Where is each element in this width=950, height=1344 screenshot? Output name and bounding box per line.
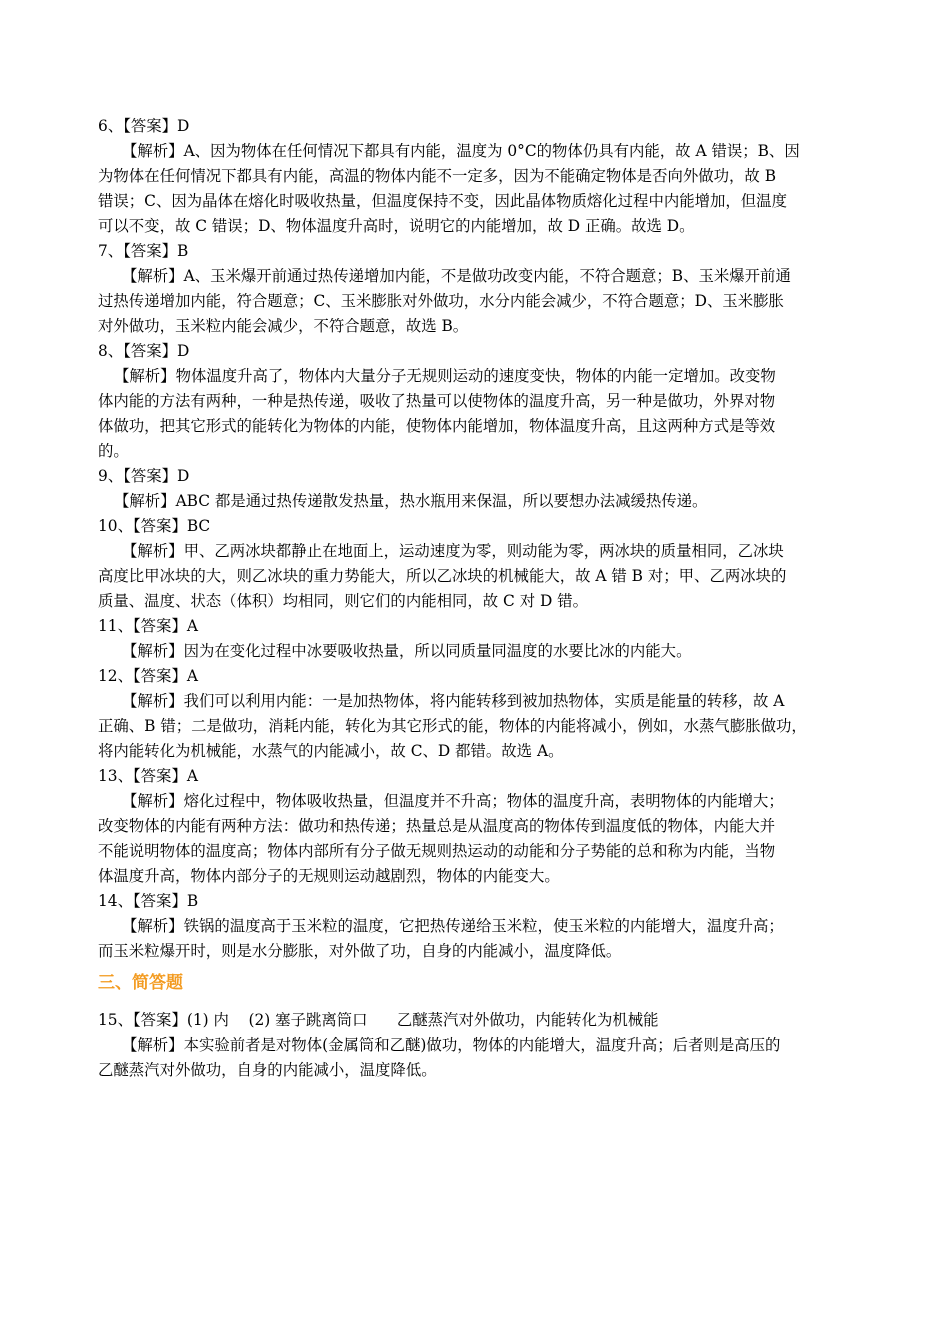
analysis-line: 【解析】物体温度升高了，物体内大量分子无规则运动的速度变快，物体的内能一定增加。改变物 xyxy=(114,367,776,385)
answer-line: 11、【答案】A xyxy=(98,617,198,635)
document-content xyxy=(98,114,858,1083)
analysis-line: 【解析】铁锅的温度高于玉米粒的温度，它把热传递给玉米粒，使玉米粒的内能增大，温度升高； xyxy=(122,917,784,935)
answer-line: 15、【答案】(1) 内 (2) 塞子跳离筒口 乙醚蒸汽对外做功，内能转化为机械能 xyxy=(98,1011,659,1029)
analysis-line: 对外做功，玉米粒内能会减少，不符合题意，故选 B。 xyxy=(98,317,469,335)
analysis-line: 体做功，把其它形式的能转化为物体的内能，使物体内能增加，物体温度升高，且这两种方式是等效 xyxy=(98,417,776,435)
answer-item-9 xyxy=(98,464,858,514)
answer-line: 12、【答案】A xyxy=(98,667,198,685)
analysis-line: 【解析】我们可以利用内能：一是加热物体，将内能转移到被加热物体，实质是能量的转移，故 A xyxy=(122,692,785,710)
answer-line: 13、【答案】A xyxy=(98,767,198,785)
analysis-line: 【解析】因为在变化过程中冰要吸收热量，所以同质量同温度的水要比冰的内能大。 xyxy=(122,642,692,660)
answer-item-13 xyxy=(98,764,858,889)
answer-line: 7、【答案】B xyxy=(98,242,189,260)
analysis-line: 正确、B 错；二是做功，消耗内能，转化为其它形式的能，物体的内能将减小，例如，水蒸气膨胀做功， xyxy=(98,717,807,735)
analysis-line: 体温度升高，物体内部分子的无规则运动越剧烈，物体的内能变大。 xyxy=(98,867,560,885)
analysis-line: 【解析】熔化过程中，物体吸收热量，但温度并不升高；物体的温度升高，表明物体的内能增大； xyxy=(122,792,784,810)
answer-item-11 xyxy=(98,614,858,664)
analysis-line: 而玉米粒爆开时，则是水分膨胀，对外做了功，自身的内能减小，温度降低。 xyxy=(98,942,622,960)
answer-item-7 xyxy=(98,239,858,339)
analysis-line: 【解析】ABC 都是通过热传递散发热量，热水瓶用来保温，所以要想办法减缓热传递。 xyxy=(114,492,708,510)
analysis-line: 的。 xyxy=(98,442,129,460)
answer-line: 10、【答案】BC xyxy=(98,517,211,535)
analysis-line: 【解析】A、玉米爆开前通过热传递增加内能，不是做功改变内能，不符合题意；B、玉米爆开前通 xyxy=(122,267,791,285)
analysis-line: 质量、温度、状态（体积）均相同，则它们的内能相同，故 C 对 D 错。 xyxy=(98,592,589,610)
answer-item-6 xyxy=(98,114,858,239)
analysis-line: 【解析】本实验前者是对物体(金属筒和乙醚)做功，物体的内能增大，温度升高；后者则是高压的 xyxy=(122,1036,781,1054)
section-heading: 三、简答题 xyxy=(98,973,183,993)
answer-item-12 xyxy=(98,664,858,764)
analysis-line: 将内能转化为机械能，水蒸气的内能减小，故 C、D 都错。故选 A。 xyxy=(98,742,564,760)
answer-line: 9、【答案】D xyxy=(98,467,190,485)
answer-item-10 xyxy=(98,514,858,614)
analysis-line: 过热传递增加内能，符合题意；C、玉米膨胀对外做功，水分内能会减少，不符合题意；D、玉米膨胀 xyxy=(98,292,784,310)
analysis-line: 为物体在任何情况下都具有内能，高温的物体内能不一定多，因为不能确定物体是否向外做功，故 B xyxy=(98,167,776,185)
analysis-line: 改变物体的内能有两种方法：做功和热传递；热量总是从温度高的物体传到温度低的物体，内能大并 xyxy=(98,817,776,835)
answer-item-15 xyxy=(98,1008,858,1083)
answer-line: 8、【答案】D xyxy=(98,342,190,360)
analysis-line: 错误；C、因为晶体在熔化时吸收热量，但温度保持不变，因此晶体物质熔化过程中内能增加，但温度 xyxy=(98,192,787,210)
analysis-line: 【解析】甲、乙两冰块都静止在地面上，运动速度为零，则动能为零，两冰块的质量相同，乙冰块 xyxy=(122,542,784,560)
answer-line: 6、【答案】D xyxy=(98,117,190,135)
analysis-line: 乙醚蒸汽对外做功，自身的内能减小，温度降低。 xyxy=(98,1061,437,1079)
analysis-line: 可以不变，故 C 错误；D、物体温度升高时，说明它的内能增加，故 D 正确。故选 D。 xyxy=(98,217,695,235)
analysis-line: 高度比甲冰块的大，则乙冰块的重力势能大，所以乙冰块的机械能大，故 A 错 B 对；甲、乙两冰块的 xyxy=(98,567,787,585)
analysis-line: 体内能的方法有两种，一种是热传递，吸收了热量可以使物体的温度升高，另一种是做功，外界对物 xyxy=(98,392,776,410)
answer-item-14 xyxy=(98,889,858,964)
answer-item-8 xyxy=(98,339,858,464)
answer-line: 14、【答案】B xyxy=(98,892,199,910)
analysis-line: 不能说明物体的温度高；物体内部所有分子做无规则热运动的动能和分子势能的总和称为内能，当物 xyxy=(98,842,776,860)
analysis-line: 【解析】A、因为物体在任何情况下都具有内能，温度为 0°C的物体仍具有内能，故 A 错误；B、因 xyxy=(122,142,800,160)
